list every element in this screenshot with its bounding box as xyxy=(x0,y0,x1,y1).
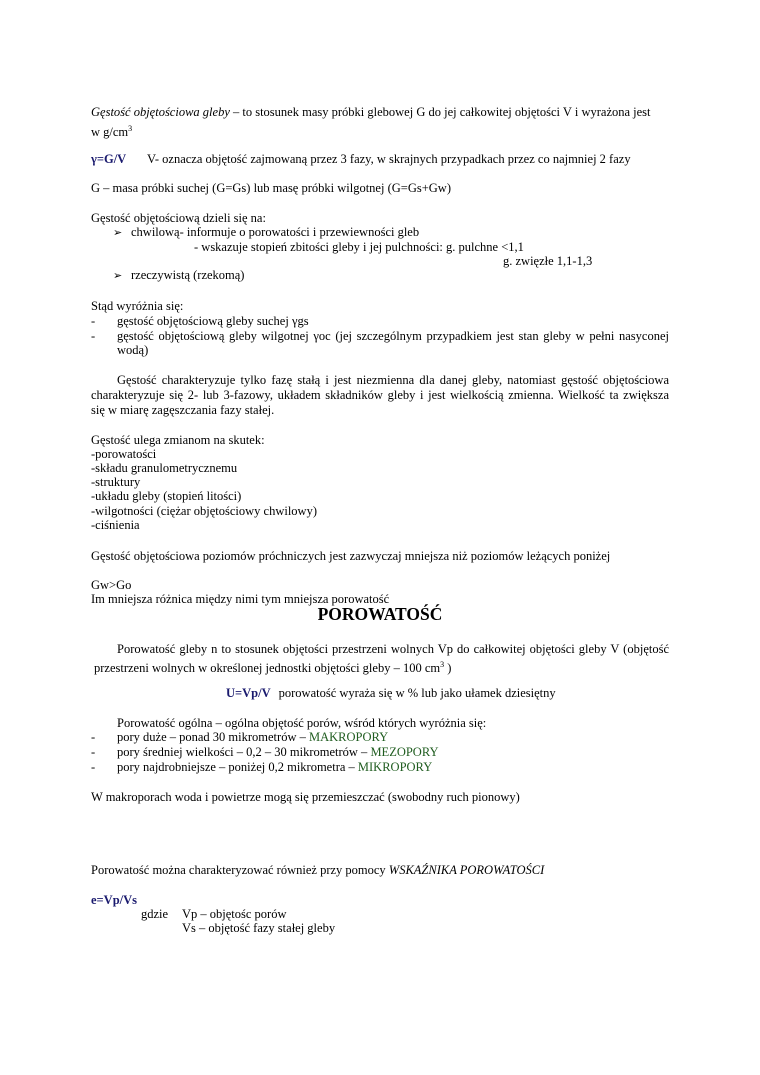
para1-line-1: Gęstość charakteryzuje tylko fazę stałą i jest niezmienna dla danej gleby, natomiast gęstość objętościowa xyxy=(117,373,669,387)
dash-bullet: - xyxy=(91,329,96,343)
formula-e xyxy=(91,893,137,908)
pores-item-text: pory średniej wielkości – 0,2 – 30 mikrometrów – xyxy=(117,745,371,759)
porosity-def-close: ) xyxy=(444,661,452,676)
distinguish-item-1: gęstość objętościową gleby suchej γgs xyxy=(117,314,309,328)
formula-gamma-label: γ=G/V xyxy=(91,152,127,166)
division-bullet-2 xyxy=(113,268,244,284)
index-line xyxy=(91,863,544,878)
changes-item: -struktury xyxy=(91,475,141,489)
changes-item: -porowatości xyxy=(91,447,157,461)
index-line-term: WSKAŹNIKA POROWATOŚCI xyxy=(388,863,545,877)
section-title: POROWATOŚĆ xyxy=(317,604,443,624)
changes-item: -ciśnienia xyxy=(91,518,140,532)
para1-line-3: się w miarę zagęszczania fazy stałej. xyxy=(91,403,275,417)
porosity-def-line-2 xyxy=(94,657,451,676)
gw-line: Gw>Go xyxy=(91,578,132,592)
formula-u-desc: porowatość wyraża się w % lub jako ułamek dziesiętny xyxy=(278,686,556,700)
formula-u-label: U=Vp/V xyxy=(226,686,271,700)
term-bulk-density: Gęstość objętościowa gleby xyxy=(91,105,230,119)
intro-line-1 xyxy=(91,105,651,120)
pores-item-text: pory najdrobniejsze – poniżej 0,2 mikrometra – xyxy=(117,760,358,774)
changes-item: -układu gleby (stopień litości) xyxy=(91,489,242,503)
dash-bullet: - xyxy=(91,314,96,328)
distinguish-intro: Stąd wyróżnia się: xyxy=(91,299,184,313)
formula-e-def-2: Vs – objętość fazy stałej gleby xyxy=(182,921,336,935)
changes-item: -wilgotności (ciężar objętościowy chwilowy) xyxy=(91,504,317,518)
porosity-def-text: przestrzeni wolnych w określonej jednostki objętości gleby – 100 cm xyxy=(94,661,441,676)
para1-line-2: charakteryzuje się 2- lub 3-fazowy, układem składników gleby i jest wielkością zmienna. Wielkość ta zwiększa xyxy=(91,388,669,402)
pores-item xyxy=(117,730,388,745)
division-sub-2: g. zwięzłe 1,1-1,3 xyxy=(503,254,593,268)
dash-bullet: - xyxy=(91,760,96,774)
porosity-def-sup: 3 xyxy=(440,660,445,669)
division-bullet-1 xyxy=(113,225,419,241)
changes-item: -składu granulometrycznemu xyxy=(91,461,238,475)
formula-e-def-1: Vp – objętośc porów xyxy=(182,907,287,921)
mass-line: G – masa próbki suchej (G=Gs) lub masę próbki wilgotnej (G=Gs+Gw) xyxy=(91,181,451,195)
changes-intro: Gęstość ulega zmianom na skutek: xyxy=(91,433,265,447)
pores-intro: Porowatość ogólna – ogólna objętość porów, wśród których wyróżnia się: xyxy=(117,716,487,730)
macro-line: W makroporach woda i powietrze mogą się przemieszczać (swobodny ruch pionowy) xyxy=(91,790,520,804)
distinguish-item-2-line-2: wodą) xyxy=(117,343,149,357)
pores-item-text: pory duże – ponad 30 mikrometrów – xyxy=(117,730,309,744)
dash-bullet: - xyxy=(91,745,96,759)
formula-e-label: e=Vp/Vs xyxy=(91,893,138,907)
definition-text: – to stosunek masy próbki glebowej G do jej całkowitej objętości V i wyrażona jest xyxy=(229,105,651,119)
arrow-bullet-icon: ➢ xyxy=(113,270,123,282)
intro-line-2 xyxy=(91,121,132,140)
humus-line: Gęstość objętościowa poziomów próchniczych jest zazwyczaj mniejsza niż poziomów leżących poniżej xyxy=(91,549,611,563)
porosity-def-line-1: Porowatość gleby n to stosunek objętości przestrzeni wolnych Vp do całkowitej objętości gleby V (objętość xyxy=(117,642,669,656)
pores-item-tag: MEZOPORY xyxy=(370,745,439,759)
pores-item xyxy=(117,760,432,775)
pores-item-tag: MAKROPORY xyxy=(308,730,389,744)
division-intro: Gęstość objętościową dzieli się na: xyxy=(91,211,266,225)
dash-bullet: - xyxy=(91,730,96,744)
division-bullet-1-text: chwilową- informuje o porowatości i przewiewności gleb xyxy=(131,225,420,239)
diff-line: Im mniejsza różnica między nimi tym mniejsza porowatość xyxy=(91,592,390,606)
division-bullet-2-text: rzeczywistą (rzekomą) xyxy=(131,268,245,282)
division-sub-1: - wskazuje stopień zbitości gleby i jej pulchności: g. pulchne <1,1 xyxy=(194,240,524,254)
pores-item xyxy=(117,745,439,760)
formula-gamma xyxy=(91,152,126,167)
unit-sup: 3 xyxy=(128,124,133,133)
formula-gamma-desc: V- oznacza objętość zajmowaną przez 3 fazy, w skrajnych przypadkach przez co najmniej 2 fazy xyxy=(147,152,631,166)
distinguish-item-2-line-1: gęstość objętościową gleby wilgotnej γoc (jej szczególnym przypadkiem jest stan gleby w pełni nasyconej xyxy=(117,329,669,343)
formula-u xyxy=(226,686,556,701)
index-line-text: Porowatość można charakteryzować również przy pomocy xyxy=(91,863,389,877)
unit-text: w g/cm xyxy=(91,125,129,140)
arrow-bullet-icon: ➢ xyxy=(113,227,123,239)
pores-item-tag: MIKROPORY xyxy=(357,760,433,774)
formula-e-where: gdzie xyxy=(141,907,169,921)
